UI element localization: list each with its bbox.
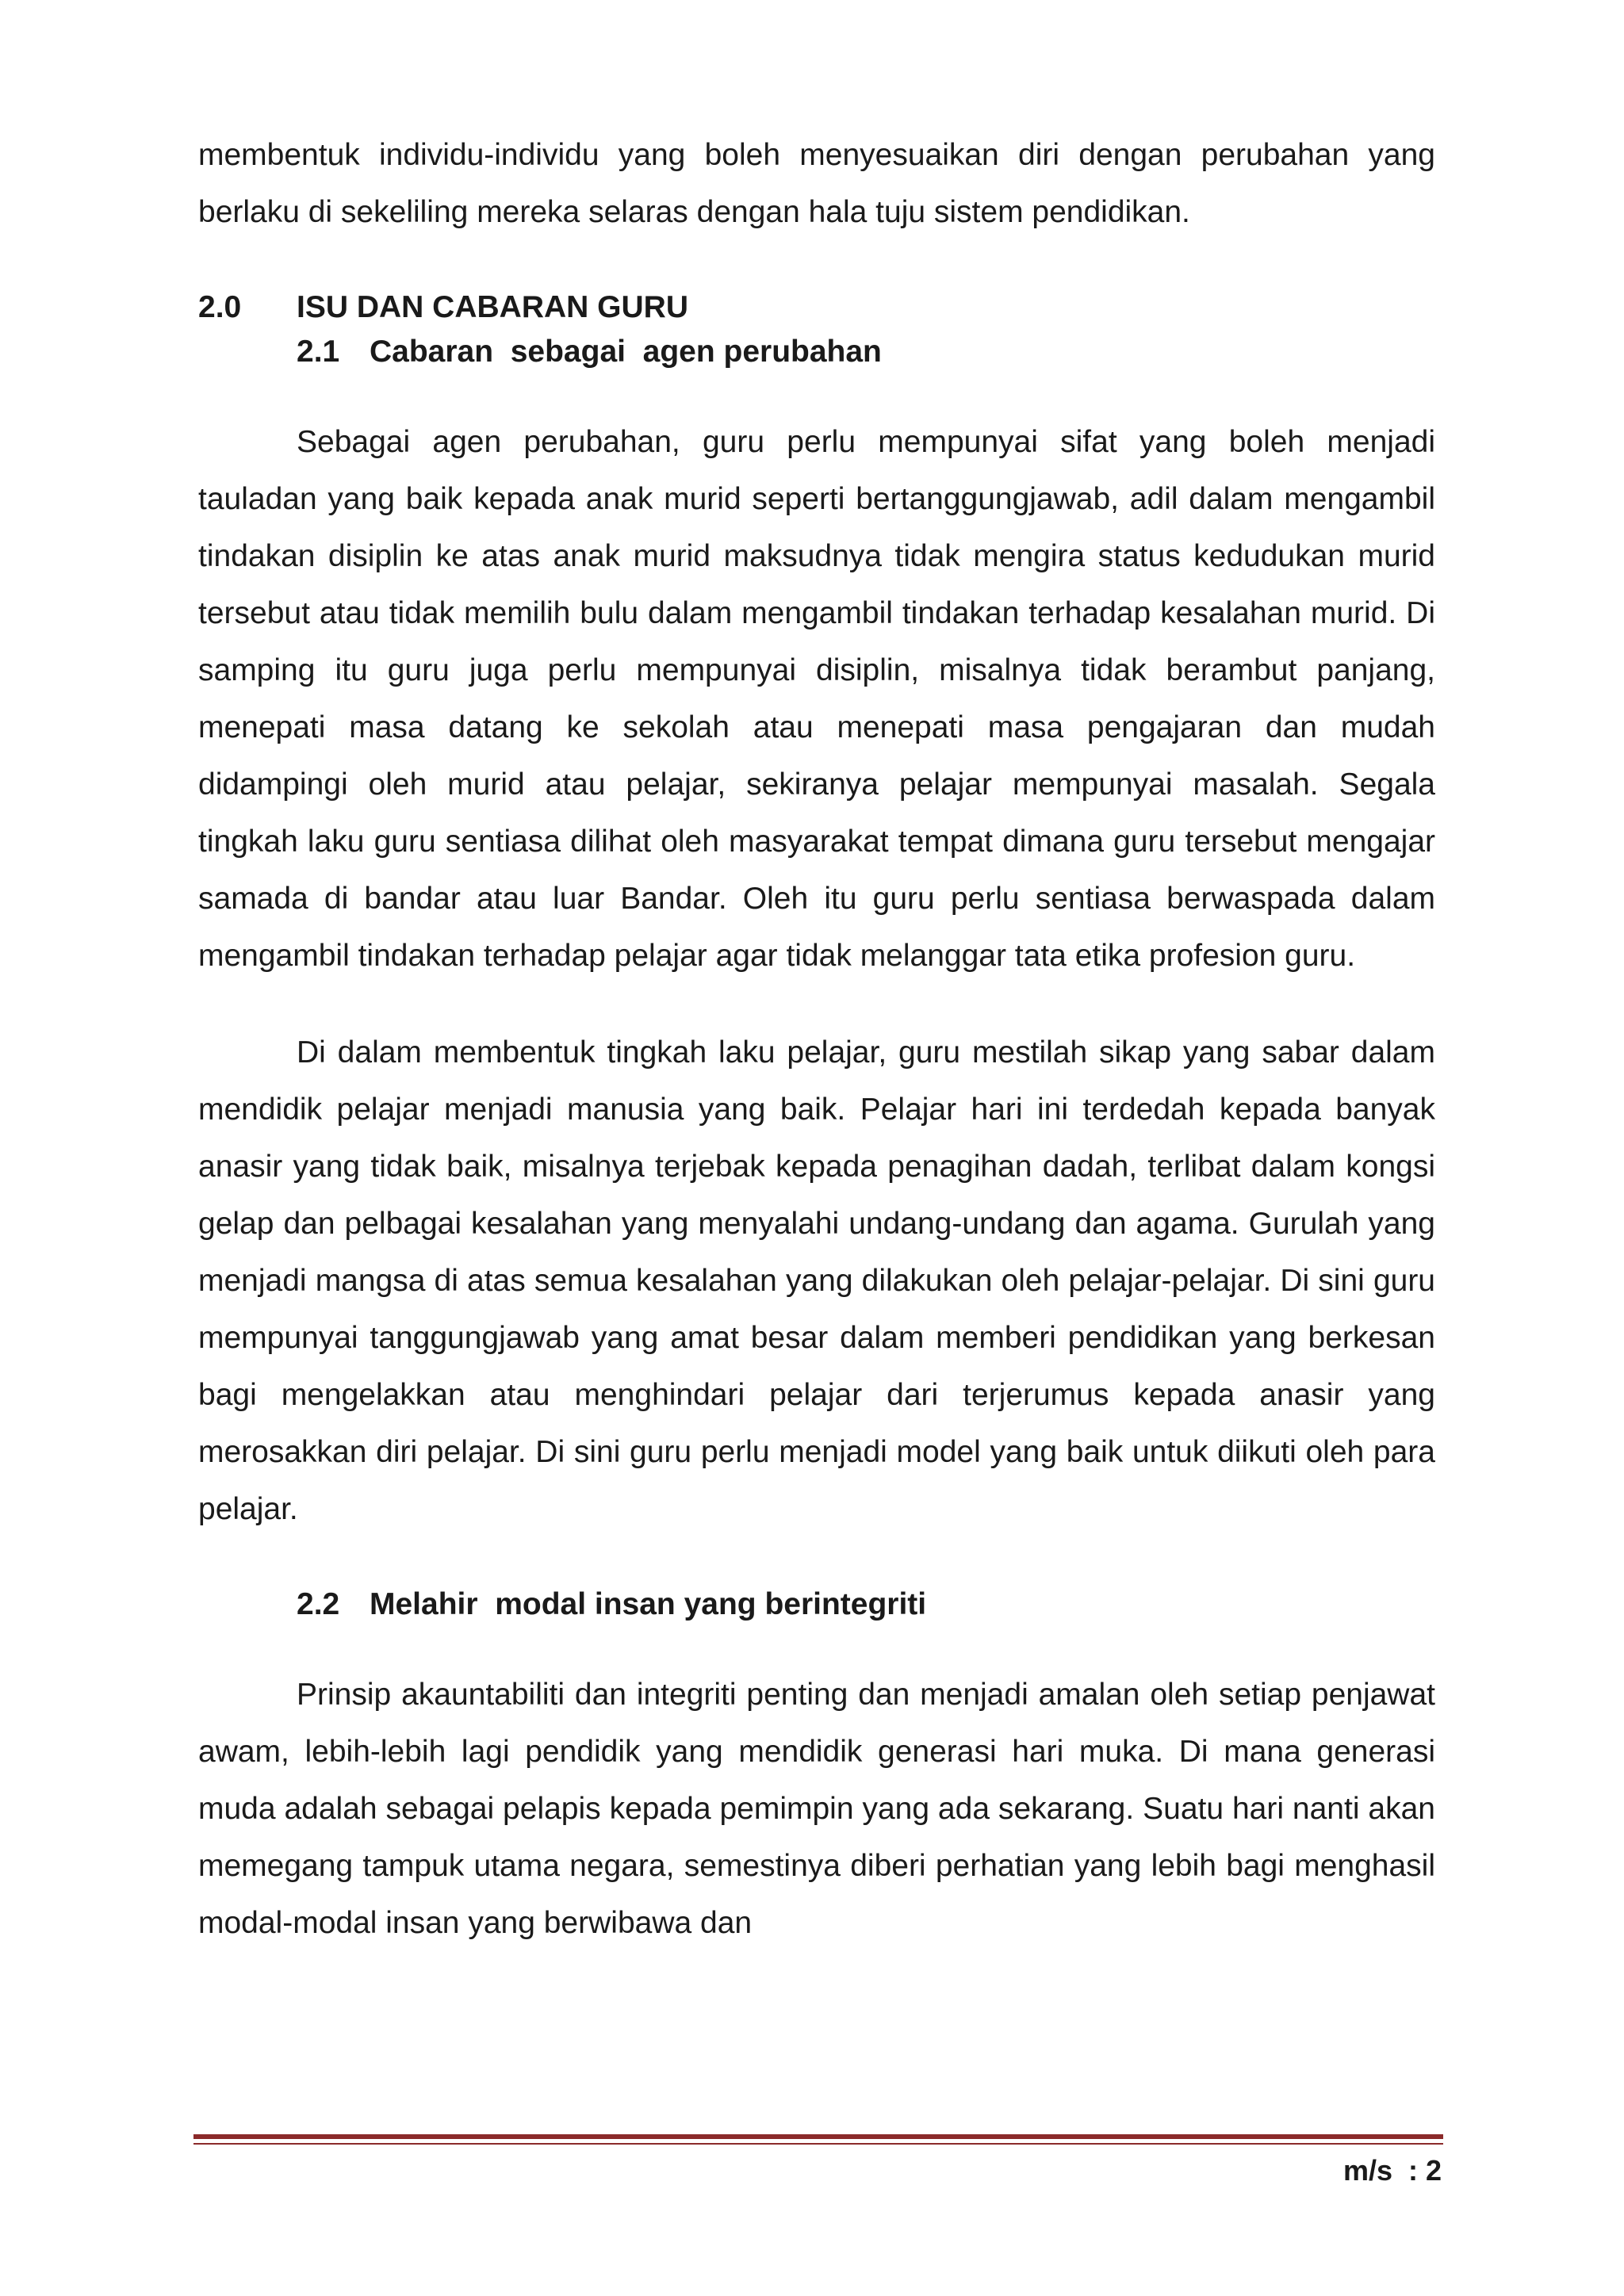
section-title: ISU DAN CABARAN GURU	[297, 290, 688, 324]
footer-rule-thin	[193, 2143, 1443, 2145]
subsection-number: 2.1	[297, 335, 340, 369]
subsection-title: Cabaran sebagai agen perubahan	[370, 335, 882, 369]
subsection-number: 2.2	[297, 1587, 340, 1621]
intro-paragraph: membentuk individu-individu yang boleh menyesuaikan diri dengan perubahan yang berlaku di sekeliling mereka selaras dengan hala tuju sistem pendidikan.	[198, 138, 1435, 229]
section-heading-2-0	[198, 285, 1435, 330]
footer-rule-thick	[193, 2134, 1443, 2139]
page-content	[198, 127, 1435, 1952]
paragraph-2-2-a: Prinsip akauntabiliti dan integriti penting dan menjadi amalan oleh setiap penjawat awam, lebih-lebih lagi pendidik yang mendidik generasi hari muka. Di mana generasi muda adalah sebagai pelapis kepada pemimpin yang ada sekarang. Suatu hari nanti akan memegang tampuk utama negara, semestinya diberi perhatian yang lebih bagi menghasil modal-modal insan yang berwibawa dan	[198, 1678, 1435, 1940]
subsection-heading-2-1	[198, 330, 1435, 374]
subsection-heading-2-2	[198, 1582, 1435, 1627]
page-number: m/s : 2	[1342, 2154, 1442, 2187]
paragraph-2-1-a: Sebagai agen perubahan, guru perlu mempunyai sifat yang boleh menjadi tauladan yang baik kepada anak murid seperti bertanggungjawab, adil dalam mengambil tindakan disiplin ke atas anak murid maksudnya tidak mengira status kedudukan murid tersebut atau tidak memilih bulu dalam mengambil tindakan terhadap kesalahan murid. Di samping itu guru juga perlu mempunyai disiplin, misalnya tidak berambut panjang, menepati masa datang ke sekolah atau menepati masa pengajaran dan mudah didampingi oleh murid atau pelajar, sekiranya pelajar mempunyai masalah. Segala tingkah laku guru sentiasa dilihat oleh masyarakat tempat dimana guru tersebut mengajar samada di bandar atau luar Bandar. Oleh itu guru perlu sentiasa berwaspada dalam mengambil tindakan terhadap pelajar agar tidak melanggar tata etika profesion guru.	[198, 425, 1435, 973]
subsection-title: Melahir modal insan yang berintegriti	[370, 1587, 927, 1621]
paragraph-2-1-b: Di dalam membentuk tingkah laku pelajar, guru mestilah sikap yang sabar dalam mendidik pelajar menjadi manusia yang baik. Pelajar hari ini terdedah kepada banyak anasir yang tidak baik, misalnya terjebak kepada penagihan dadah, terlibat dalam kongsi gelap dan pelbagai kesalahan yang menyalahi undang-undang dan agama. Gurulah yang menjadi mangsa di atas semua kesalahan yang dilakukan oleh pelajar-pelajar. Di sini guru mempunyai tanggungjawab yang amat besar dalam memberi pendidikan yang berkesan bagi mengelakkan atau menghindari pelajar dari terjerumus kepada anasir yang merosakkan diri pelajar. Di sini guru perlu menjadi model yang baik untuk diikuti oleh para pelajar.	[198, 1035, 1435, 1526]
section-number: 2.0	[198, 290, 242, 324]
